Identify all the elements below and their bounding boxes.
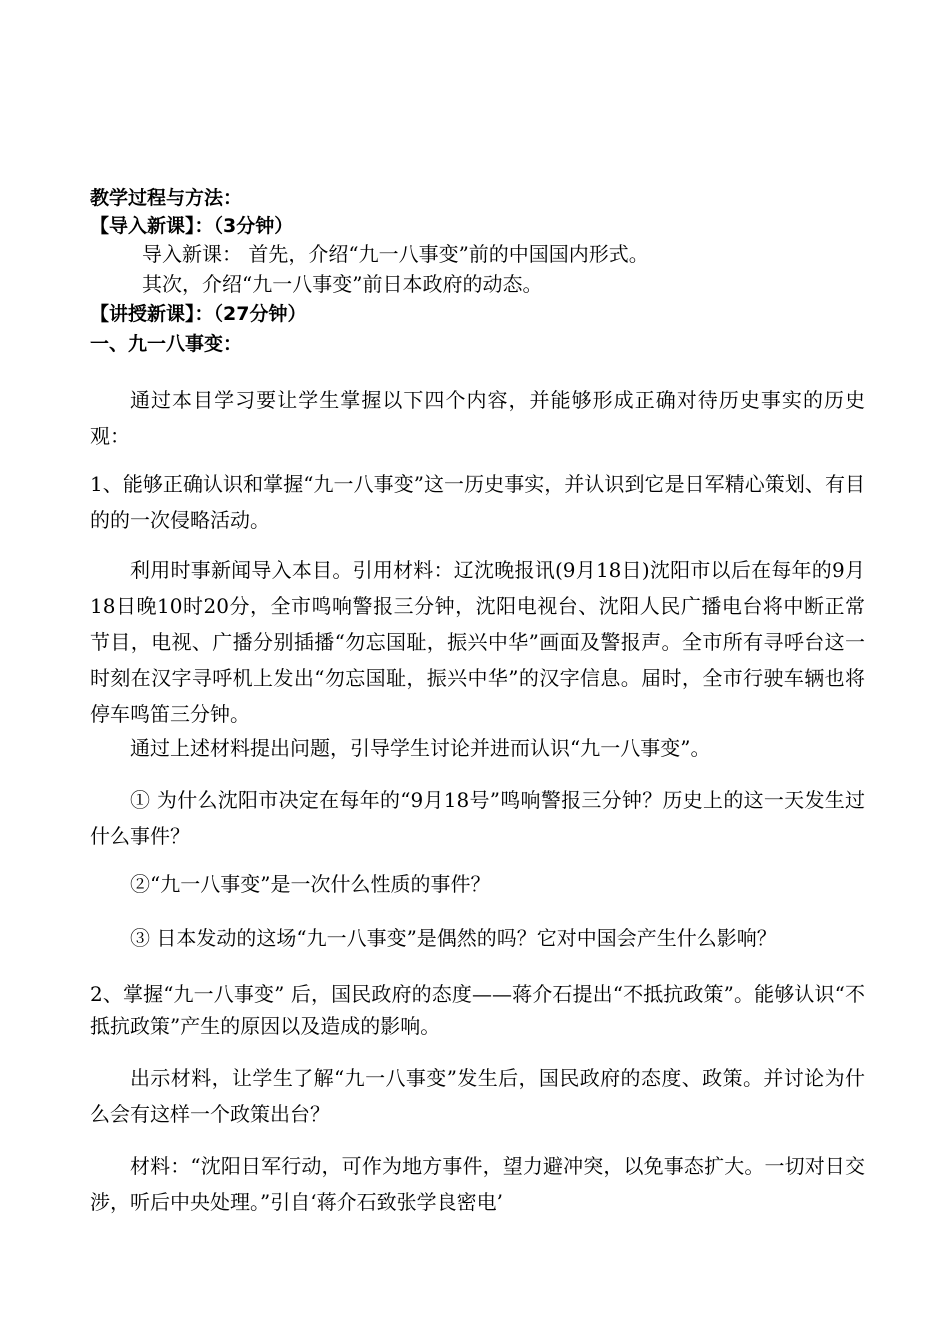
question-1: ① 为什么沈阳市决定在每年的“9月18号”鸣响警报三分钟？历史上的这一天发生过什么事件？ — [90, 788, 865, 848]
paragraph-news-material: 利用时事新闻导入本目。引用材料：辽沈晚报讯(9月18日)沈阳市以后在每年的9月18日晚10时20分，全市鸣响警报三分钟，沈阳电视台、沈阳人民广播电台将中断正常节目，电视、广播分别插播“勿忘国耻，振兴中华”画面及警报声。全市所有寻呼台这一时刻在汉字寻呼机上发出“勿忘国耻，振兴中华”的汉字信息。届时，全市行驶车辆也将停车鸣笛三分钟。 — [90, 558, 865, 726]
section-heading: 教学过程与方法： — [90, 187, 243, 209]
paragraph-point-2: 2、掌握“九一八事变” 后，国民政府的态度——蒋介石提出“不抵抗政策”。能够认识“不抵抗政策”产生的原因以及造成的影响。 — [90, 982, 865, 1038]
paragraph-discussion: 通过上述材料提出问题，引导学生讨论并进而认识“九一八事变”。 — [130, 736, 711, 760]
intro-line-2: 其次，介绍“九一八事变”前日本政府的动态。 — [142, 272, 543, 296]
paragraph-objectives: 通过本目学习要让学生掌握以下四个内容，并能够形成正确对待历史事实的历史观： — [90, 388, 865, 448]
intro-section-title: 【导入新课】：（3分钟） — [90, 215, 294, 237]
question-3: ③ 日本发动的这场“九一八事变”是偶然的吗？它对中国会产生什么影响？ — [130, 926, 777, 950]
paragraph-show-material: 出示材料，让学生了解“九一八事变”发生后，国民政府的态度、政策。并讨论为什么会有这样一个政策出台？ — [90, 1066, 865, 1126]
question-2: ②“九一八事变”是一次什么性质的事件？ — [130, 872, 491, 896]
lecture-section-title: 【讲授新课】：（27分钟） — [90, 303, 307, 325]
paragraph-point-1: 1、能够正确认识和掌握“九一八事变”这一历史事实，并认识到它是日军精心策划、有目的的一次侵略活动。 — [90, 472, 865, 532]
intro-line-1: 导入新课： 首先，介绍“九一八事变”前的中国国内形式。 — [142, 242, 649, 266]
paragraph-quote-material: 材料：“沈阳日军行动，可作为地方事件，望力避冲突，以免事态扩大。一切对日交涉，听后中央处理。”引自‘蒋介石致张学良密电’ — [90, 1154, 865, 1214]
part1-title: 一、九一八事变： — [90, 333, 243, 355]
